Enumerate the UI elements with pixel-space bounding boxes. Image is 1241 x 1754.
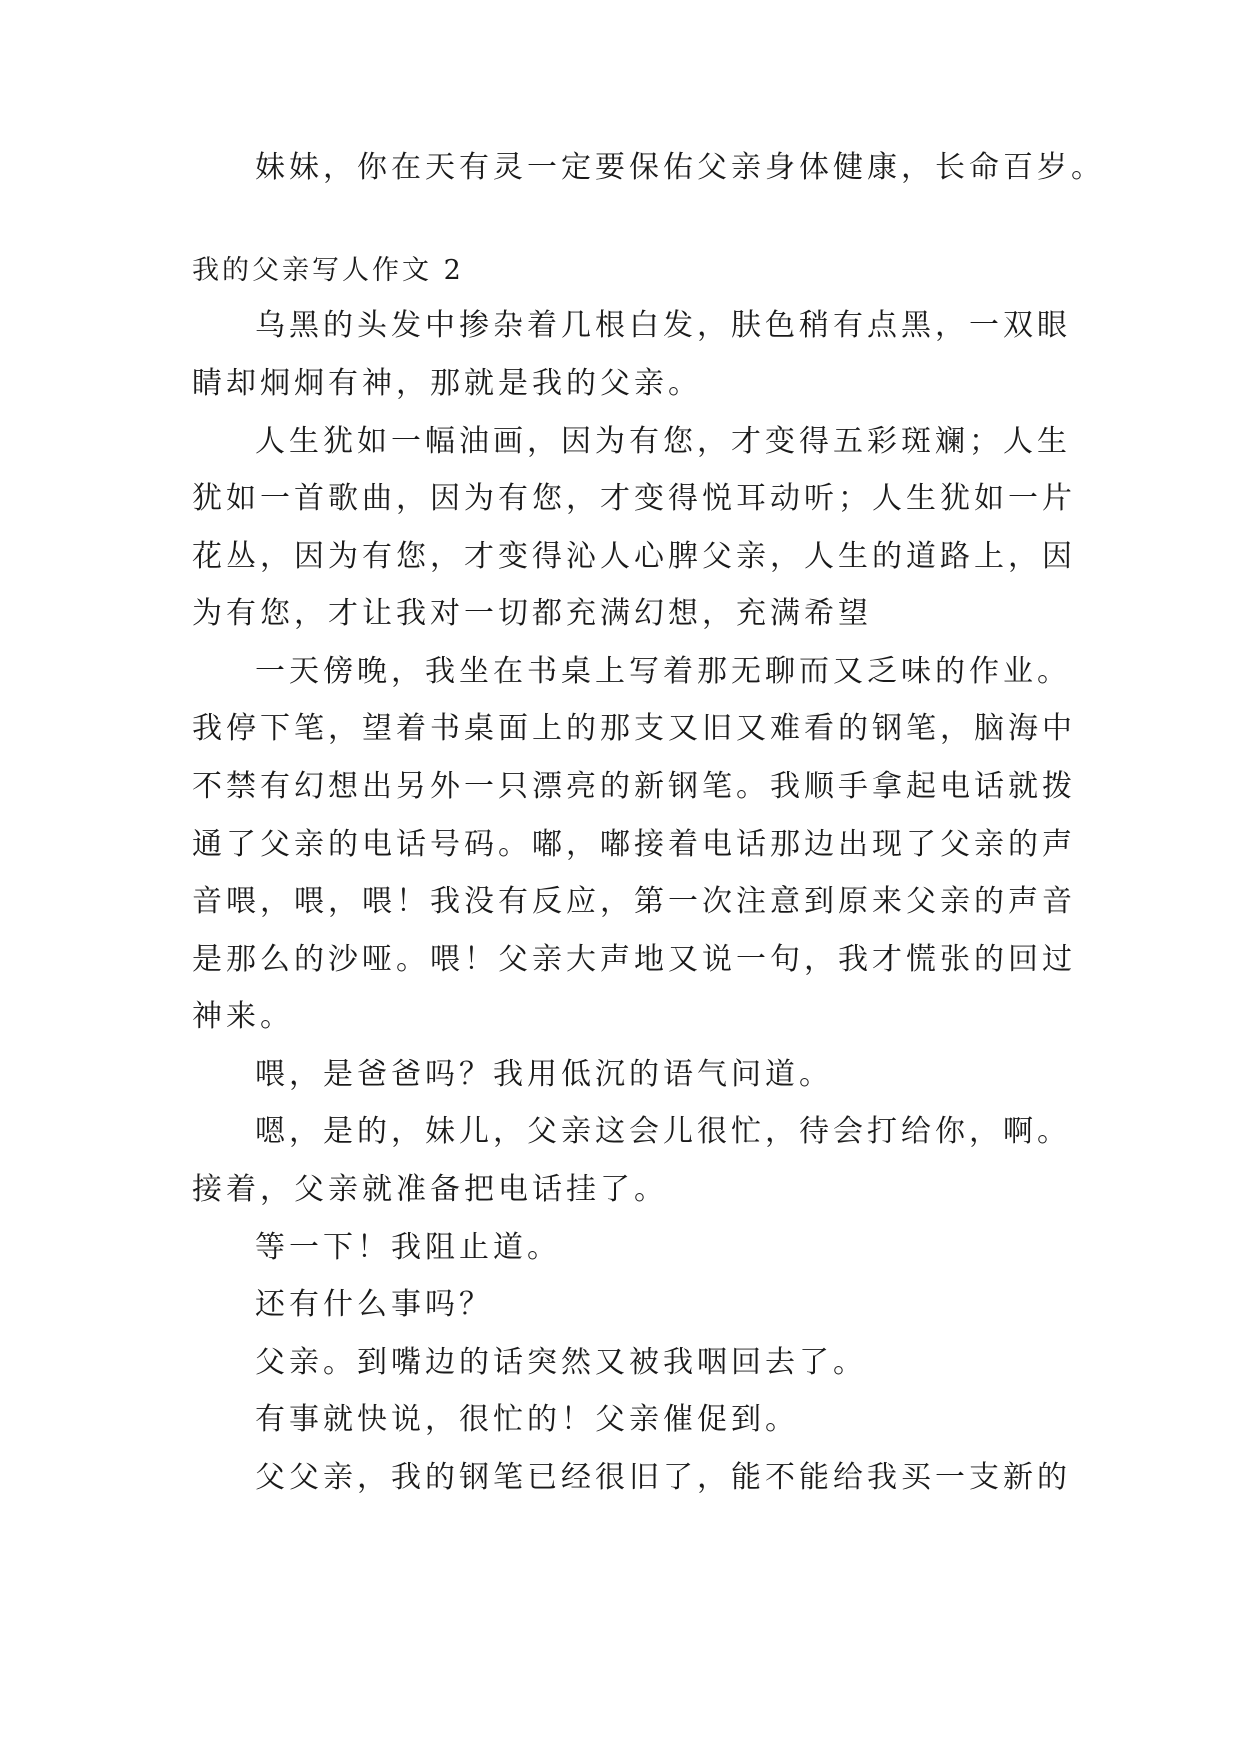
paragraph-line: 犹如一首歌曲，因为有您，才变得悦耳动听；人生犹如一片 (192, 481, 1076, 516)
paragraph-line: 一天傍晚，我坐在书桌上写着那无聊而又乏味的作业。 (255, 654, 1071, 689)
paragraph-line: 音喂，喂，喂！我没有反应，第一次注意到原来父亲的声音 (192, 884, 1076, 919)
paragraph-line: 人生犹如一幅油画，因为有您，才变得五彩斑斓；人生 (255, 424, 1071, 459)
paragraph-line: 父亲。到嘴边的话突然又被我咽回去了。 (255, 1345, 867, 1380)
paragraph-line: 乌黑的头发中掺杂着几根白发，肤色稍有点黑，一双眼 (255, 308, 1071, 343)
paragraph-line: 神来。 (192, 999, 294, 1034)
paragraph-line: 有事就快说，很忙的！父亲催促到。 (255, 1402, 799, 1437)
paragraph-line: 还有什么事吗？ (255, 1287, 493, 1322)
paragraph-line: 不禁有幻想出另外一只漂亮的新钢笔。我顺手拿起电话就拨 (192, 769, 1076, 804)
paragraph-line: 嗯，是的，妹儿，父亲这会儿很忙，待会打给你，啊。 (255, 1114, 1071, 1149)
paragraph-line: 接着，父亲就准备把电话挂了。 (192, 1172, 668, 1207)
paragraph-line: 我停下笔，望着书桌面上的那支又旧又难看的钢笔，脑海中 (192, 711, 1076, 746)
section-title: 我的父亲写人作文 2 (192, 255, 464, 286)
paragraph-line: 为有您，才让我对一切都充满幻想，充满希望 (192, 596, 872, 631)
paragraph-line: 花丛，因为有您，才变得沁人心脾父亲，人生的道路上，因 (192, 539, 1076, 574)
paragraph-line: 睛却炯炯有神，那就是我的父亲。 (192, 366, 702, 401)
paragraph-line: 妹妹，你在天有灵一定要保佑父亲身体健康，长命百岁。 (255, 150, 1105, 185)
paragraph-line: 等一下！我阻止道。 (255, 1230, 561, 1265)
paragraph-line: 喂，是爸爸吗？我用低沉的语气问道。 (255, 1057, 833, 1092)
paragraph-line: 父父亲，我的钢笔已经很旧了，能不能给我买一支新的 (255, 1460, 1071, 1495)
paragraph-line: 通了父亲的电话号码。嘟，嘟接着电话那边出现了父亲的声 (192, 827, 1076, 862)
paragraph-line: 是那么的沙哑。喂！父亲大声地又说一句，我才慌张的回过 (192, 942, 1076, 977)
